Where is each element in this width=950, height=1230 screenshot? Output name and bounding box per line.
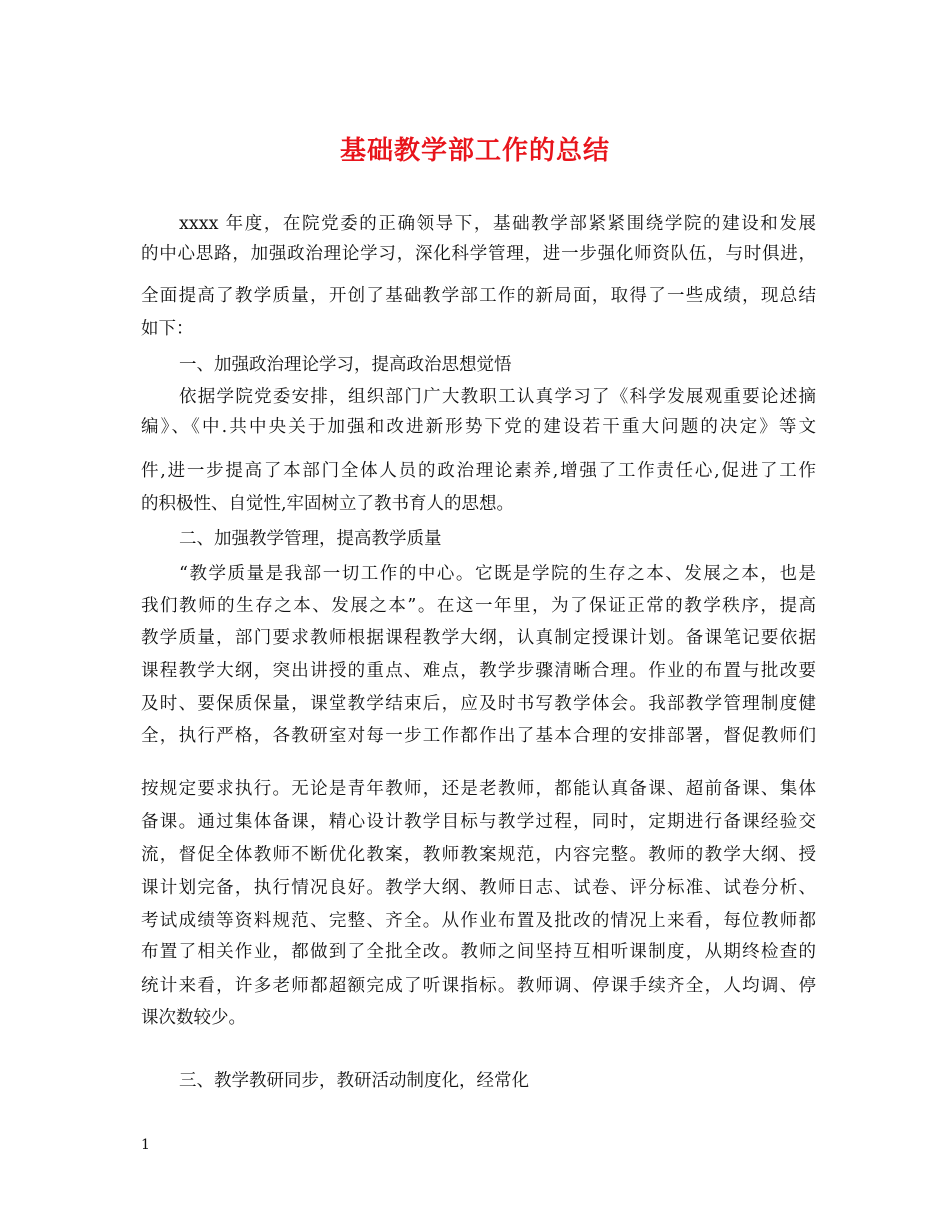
paragraph-line: 全，执行严格，各教研室对每一步工作都作出了基本合理的安排部署，督促教师们 (141, 726, 816, 746)
section-heading: 三、教学教研同步，教研活动制度化，经常化 (179, 1071, 529, 1091)
paragraph-line: 考试成绩等资料规范、完整、齐全。从作业布置及批改的情况上来看，每位教师都 (141, 911, 816, 931)
paragraph-line: 如下： (141, 319, 194, 339)
paragraph-line: xxxx 年度，在院党委的正确领导下，基础教学部紧紧围绕学院的建设和发展 (179, 214, 816, 234)
paragraph-line: 统计来看，许多老师都超额完成了听课指标。教师调、停课手续齐全，人均调、停 (141, 976, 816, 996)
paragraph-line: 我们教师的生存之本、发展之本”。在这一年里，为了保证正常的教学秩序，提高 (141, 596, 816, 616)
page-number: 1 (141, 1137, 150, 1153)
section-heading: 二、加强教学管理，提高教学质量 (179, 529, 442, 549)
paragraph-line: 的中心思路，加强政治理论学习，深化科学管理，进一步强化师资队伍，与时俱进， (141, 244, 816, 264)
paragraph-line: 及时、要保质保量，课堂教学结束后，应及时书写教学体会。我部教学管理制度健 (141, 694, 816, 714)
paragraph-line: 件,进一步提高了本部门全体人员的政治理论素养,增强了工作责任心,促进了工作 (141, 461, 816, 481)
paragraph-line: 课次数较少。 (141, 1008, 246, 1028)
paragraph-line: 课计划完备，执行情况良好。教学大纲、教师日志、试卷、评分标准、试卷分析、 (141, 878, 816, 898)
document-title: 基础教学部工作的总结 (339, 136, 610, 166)
paragraph-line: 的积极性、自觉性,牢固树立了教书育人的思想。 (141, 494, 515, 514)
paragraph-line: 流，督促全体教师不断优化教案，教师教案规范，内容完整。教师的教学大纲、授 (141, 845, 816, 865)
paragraph-line: 布置了相关作业，都做到了全批全改。教师之间坚持互相听课制度，从期终检查的 (141, 942, 816, 962)
paragraph-line: 备课。通过集体备课，精心设计教学目标与教学过程，同时，定期进行备课经验交 (141, 812, 816, 832)
section-heading: 一、加强政治理论学习，提高政治思想觉悟 (179, 355, 512, 375)
paragraph-line: 课程教学大纲，突出讲授的重点、难点，教学步骤清晰合理。作业的布置与批改要 (141, 661, 816, 681)
paragraph-line: 编》、《中.共中央关于加强和改进新形势下党的建设若干重大问题的决定》等文 (141, 417, 816, 437)
paragraph-line: “教学质量是我部一切工作的中心。它既是学院的生存之本、发展之本，也是 (179, 564, 816, 584)
paragraph-line: 依据学院党委安排，组织部门广大教职工认真学习了《科学发展观重要论述摘 (179, 387, 816, 407)
paragraph-line: 按规定要求执行。无论是青年教师，还是老教师，都能认真备课、超前备课、集体 (141, 779, 816, 799)
paragraph-line: 教学质量，部门要求教师根据课程教学大纲，认真制定授课计划。备课笔记要依据 (141, 628, 816, 648)
paragraph-line: 全面提高了教学质量，开创了基础教学部工作的新局面，取得了一些成绩，现总结 (141, 286, 816, 306)
